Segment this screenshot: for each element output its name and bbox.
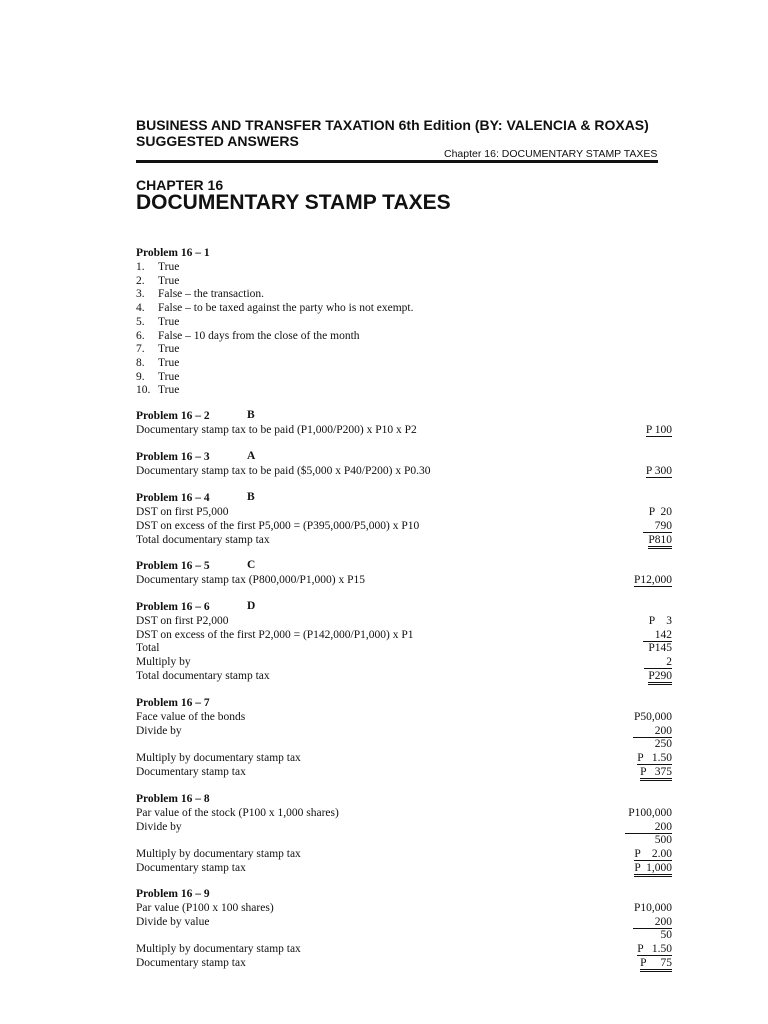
amount-value: P50,000 bbox=[633, 711, 672, 723]
computation-line: Multiply by documentary stamp tax bbox=[136, 848, 301, 860]
computation-line: DST on first P5,000 bbox=[136, 506, 229, 518]
chapter-reference: Chapter 16: DOCUMENTARY STAMP TAXES bbox=[444, 148, 658, 160]
item-answer: True bbox=[158, 274, 180, 287]
computation-line: Divide by bbox=[136, 821, 182, 833]
chapter-number: CHAPTER 16 bbox=[136, 177, 224, 193]
total-value: P290 bbox=[648, 670, 672, 685]
answer-letter: C bbox=[247, 559, 256, 571]
computation-line: DST on excess of the first P5,000 = (P395,000/P5,000) x P10 bbox=[136, 520, 420, 532]
item-answer: True bbox=[158, 370, 180, 383]
list-item bbox=[136, 301, 414, 315]
computation-line: Total documentary stamp tax bbox=[136, 534, 270, 546]
amount-value: 142 bbox=[643, 629, 672, 642]
list-item bbox=[136, 287, 264, 301]
item-number: 9. bbox=[136, 370, 145, 383]
item-number: 7. bbox=[136, 343, 145, 356]
item-answer: True bbox=[158, 261, 180, 273]
computation-line: Total documentary stamp tax bbox=[136, 670, 270, 682]
problem-heading: Problem 16 – 1 bbox=[136, 247, 210, 259]
amount-value: P12,000 bbox=[633, 574, 672, 586]
item-answer: False – to be taxed against the party who is not exempt. bbox=[158, 302, 414, 315]
item-number: 4. bbox=[136, 302, 145, 315]
problem-heading: Problem 16 – 7 bbox=[136, 697, 210, 709]
item-number: 2. bbox=[136, 274, 145, 287]
amount-value: 50 bbox=[660, 929, 672, 941]
item-answer: False – the transaction. bbox=[158, 288, 265, 301]
computation-line: Multiply by bbox=[136, 656, 191, 668]
amount-value: 790 bbox=[643, 520, 672, 533]
item-number: 5. bbox=[136, 315, 145, 328]
list-item bbox=[136, 315, 179, 329]
computation-line: Multiply by documentary stamp tax bbox=[136, 752, 301, 764]
amount-value: P10,000 bbox=[633, 902, 672, 914]
answer-letter: D bbox=[247, 600, 256, 612]
computation-line: Documentary stamp tax bbox=[136, 766, 246, 778]
amount-value: 500 bbox=[654, 834, 672, 846]
computation-line: Multiply by documentary stamp tax bbox=[136, 943, 301, 955]
total-value: P 375 bbox=[640, 766, 672, 781]
answer-letter: B bbox=[247, 409, 255, 421]
computation-line: DST on first P2,000 bbox=[136, 615, 229, 627]
problem-heading: Problem 16 – 4 bbox=[136, 492, 210, 504]
problem-heading: Problem 16 – 8 bbox=[136, 793, 210, 805]
computation-line: Documentary stamp tax (P800,000/P1,000) x P15 bbox=[136, 574, 366, 586]
amount-value: P145 bbox=[648, 642, 672, 654]
amount-value: P 3 bbox=[648, 615, 672, 627]
list-item bbox=[136, 342, 179, 356]
computation-line: Documentary stamp tax to be paid (P1,000/P200) x P10 x P2 bbox=[136, 424, 417, 436]
item-answer: True bbox=[158, 384, 180, 397]
computation-line: Documentary stamp tax to be paid ($5,000 x P40/P200) x P0.30 bbox=[136, 465, 431, 477]
list-item bbox=[136, 383, 179, 397]
amount-value: 250 bbox=[654, 738, 672, 750]
total-value: P 75 bbox=[640, 957, 672, 972]
chapter-title: DOCUMENTARY STAMP TAXES bbox=[136, 191, 451, 214]
total-value: P810 bbox=[648, 534, 672, 549]
computation-line: Documentary stamp tax bbox=[136, 862, 246, 874]
item-number: 3. bbox=[136, 288, 145, 301]
list-item bbox=[136, 370, 179, 384]
amount-value: P100,000 bbox=[628, 807, 672, 819]
answer-letter: B bbox=[247, 491, 255, 503]
problem-heading: Problem 16 – 3 bbox=[136, 451, 210, 463]
amount-value: P 1.50 bbox=[637, 752, 672, 764]
item-number: 1. bbox=[136, 261, 145, 273]
document-header-title: BUSINESS AND TRANSFER TAXATION 6th Edition (BY: VALENCIA & ROXAS) SUGGESTED ANSWERS bbox=[136, 117, 649, 149]
list-item bbox=[136, 329, 360, 343]
list-item bbox=[136, 356, 179, 370]
list-item bbox=[136, 274, 179, 288]
computation-line: Documentary stamp tax bbox=[136, 957, 246, 969]
item-answer: False – 10 days from the close of the month bbox=[158, 329, 360, 342]
total-value: P 1,000 bbox=[634, 862, 672, 877]
amount-value: P 300 bbox=[645, 465, 672, 477]
amount-value: 200 bbox=[633, 725, 672, 738]
item-number: 8. bbox=[136, 356, 145, 369]
computation-line: Divide by value bbox=[136, 916, 210, 928]
amount-value: 200 bbox=[625, 821, 672, 834]
computation-line: DST on excess of the first P2,000 = (P142,000/P1,000) x P1 bbox=[136, 629, 414, 641]
answer-letter: A bbox=[247, 450, 256, 462]
amount-value: P 20 bbox=[648, 506, 672, 518]
item-answer: True bbox=[158, 343, 180, 356]
computation-line: Face value of the bonds bbox=[136, 711, 246, 723]
computation-line: Par value (P100 x 100 shares) bbox=[136, 902, 274, 914]
computation-line: Total bbox=[136, 642, 160, 654]
amount-value: P 100 bbox=[645, 424, 672, 436]
problem-heading: Problem 16 – 9 bbox=[136, 888, 210, 900]
list-item bbox=[136, 260, 179, 274]
header-rule bbox=[136, 160, 658, 163]
amount-value: 200 bbox=[633, 916, 672, 929]
amount-value: 2 bbox=[644, 656, 672, 669]
item-answer: True bbox=[158, 315, 180, 328]
item-number: 10. bbox=[136, 384, 151, 397]
problem-heading: Problem 16 – 6 bbox=[136, 601, 210, 613]
item-answer: True bbox=[158, 356, 180, 369]
item-number: 6. bbox=[136, 329, 145, 342]
problem-heading: Problem 16 – 2 bbox=[136, 410, 210, 422]
amount-value: P 2.00 bbox=[634, 848, 672, 860]
amount-value: P 1.50 bbox=[637, 943, 672, 955]
computation-line: Par value of the stock (P100 x 1,000 shares) bbox=[136, 807, 339, 819]
problem-heading: Problem 16 – 5 bbox=[136, 560, 210, 572]
computation-line: Divide by bbox=[136, 725, 182, 737]
